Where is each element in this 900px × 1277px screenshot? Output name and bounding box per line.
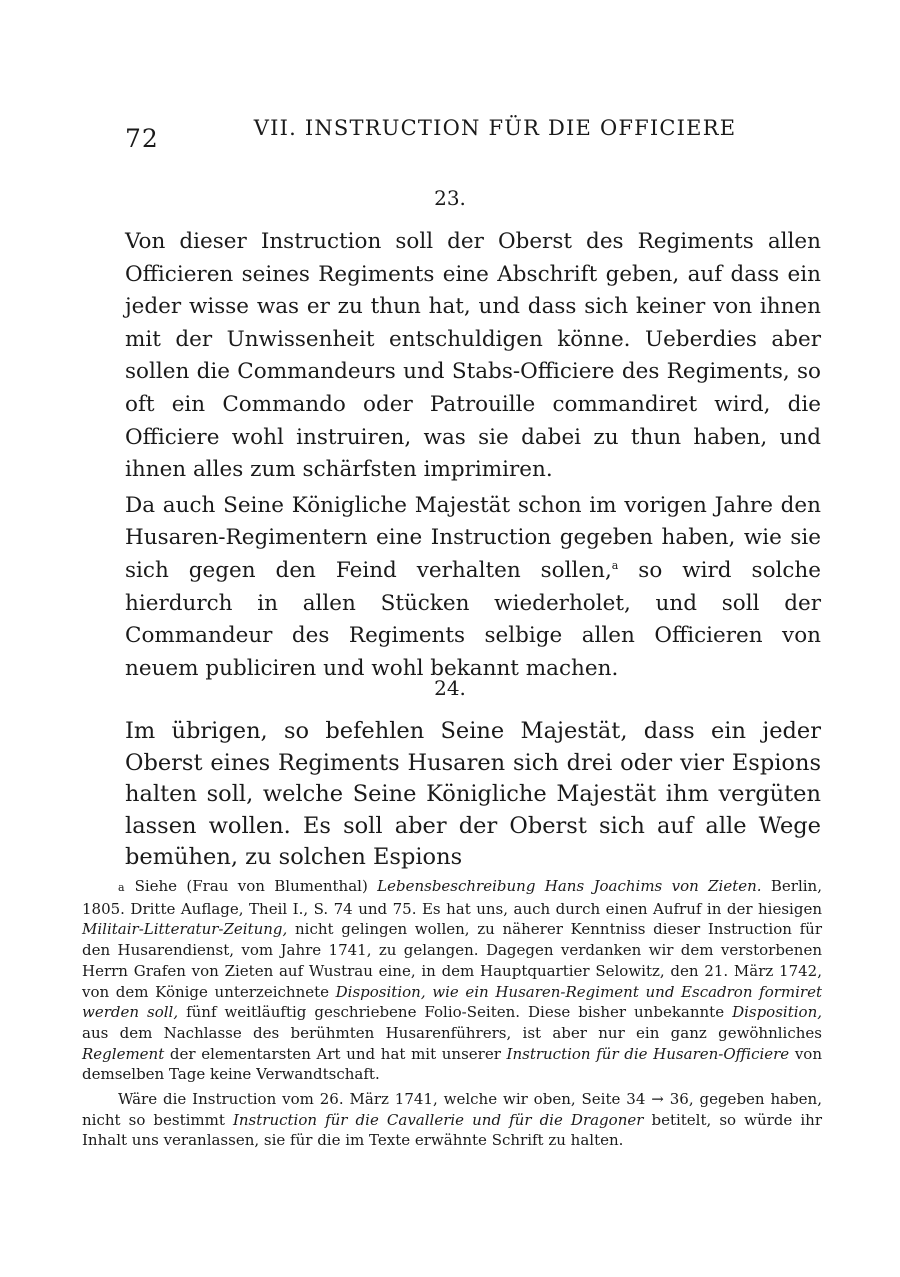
section-23-text xyxy=(125,226,821,685)
footnote-reference: a xyxy=(611,558,619,572)
footnote-text: Siehe (Frau von Blumenthal) xyxy=(134,877,378,895)
footnote-text: nicht gelingen wollen, zu näherer Kenntniss dieser Instruction für den Husarendienst, vom Jahre 1741, zu gelangen. Dagegen verdanken wir dem verstorbenen Herrn Grafen von Zieten auf Wustrau eine, in dem Hauptquartier Selowitz, den 21. März 1742, von dem Könige unterzeichnete xyxy=(82,920,822,1001)
footnote-italic-title: Instruction für die Cavallerie und für die Dragoner xyxy=(232,1110,644,1129)
section-24-text xyxy=(125,716,821,874)
footnote-text: betitelt, so würde ihr Inhalt uns veranlassen, sie für die im Texte erwähnte Schrift zu halten. xyxy=(82,1110,822,1150)
footnote-text: Berlin, 1805. Dritte Auflage, Theil I., S. 74 und 75. Es hat uns, auch durch einen Aufruf in der hiesigen xyxy=(82,877,822,918)
section-number-23: 23. xyxy=(434,186,466,210)
section-23-paragraph-2-part-2: so wird solche hierdurch in allen Stücken wiederholet, und soll der Commandeur des Regiments selbige allen Officieren von neuem publiciren und wohl bekannt machen. xyxy=(125,557,822,681)
footnote-continuation xyxy=(82,1089,822,1151)
footnote-text: von demselben Tage keine Verwandtschaft. xyxy=(82,1044,822,1084)
footnote-a xyxy=(82,876,822,1085)
footnote-italic-title: Disposition, wie ein Husaren-Regiment und Escadron formiret werden soll, xyxy=(82,982,822,1022)
footnote-italic-title: Disposition, xyxy=(732,1003,822,1022)
section-number-24: 24. xyxy=(434,676,466,700)
section-23-paragraph-2 xyxy=(125,490,821,686)
section-23-paragraph-1: Von dieser Instruction soll der Oberst des Regiments allen Officieren seines Regiments eine Abschrift geben, auf dass ein jeder wisse was er zu thun hat, und dass sich keiner von ihnen mit der Unwissenheit entschuldigen könne. Ueberdies aber sollen die Commandeurs und Stabs-Officiere des Regiments, so oft ein Commando oder Patrouille commandiret wird, die Officiere wohl instruiren, was sie dabei zu thun haben, und ihnen alles zum schärfsten imprimiren. xyxy=(125,229,821,483)
footnote-text: Wäre die Instruction vom 26. März 1741, welche wir oben, Seite 34 → 36, gegeben haben, nicht so bestimmt xyxy=(82,1090,822,1129)
footnotes xyxy=(82,876,822,1151)
section-23-paragraph-2-part-1: Da auch Seine Königliche Majestät schon im vorigen Jahre den Husaren-Regimentern eine Instruction gegeben haben, wie sie sich gegen den Feind verhalten sollen, xyxy=(125,492,821,583)
footnote-text: fünf weitläuftig geschriebene Folio-Seiten. Diese bisher unbekannte xyxy=(178,1003,733,1022)
page-number: 72 xyxy=(125,124,159,153)
footnote-marker: a xyxy=(118,881,125,894)
footnote-italic-title: Instruction für die Husaren-Officiere xyxy=(506,1044,790,1063)
section-24-paragraph-1: Im übrigen, so befehlen Seine Majestät, dass ein jeder Oberst eines Regiments Husaren sich drei oder vier Espions halten soll, welche Seine Königliche Majestät ihm vergüten lassen wollen. Es soll aber der Oberst sich auf alle Wege bemühen, zu solchen Espions xyxy=(125,718,821,870)
footnote-italic-title: Militair-Litteratur-Zeitung, xyxy=(82,920,288,939)
running-title: VII. INSTRUCTION FÜR DIE OFFICIERE xyxy=(253,116,737,140)
footnote-italic-title: Lebensbeschreibung Hans Joachims von Zieten. xyxy=(377,877,762,895)
footnote-italic-title: Reglement xyxy=(82,1044,165,1063)
footnote-text: aus dem Nachlasse des berühmten Husarenführers, ist aber nur ein ganz gewöhnliches xyxy=(82,1023,822,1042)
page-header xyxy=(125,112,775,152)
footnote-text: der elementarsten Art und hat mit unserer xyxy=(164,1044,507,1063)
